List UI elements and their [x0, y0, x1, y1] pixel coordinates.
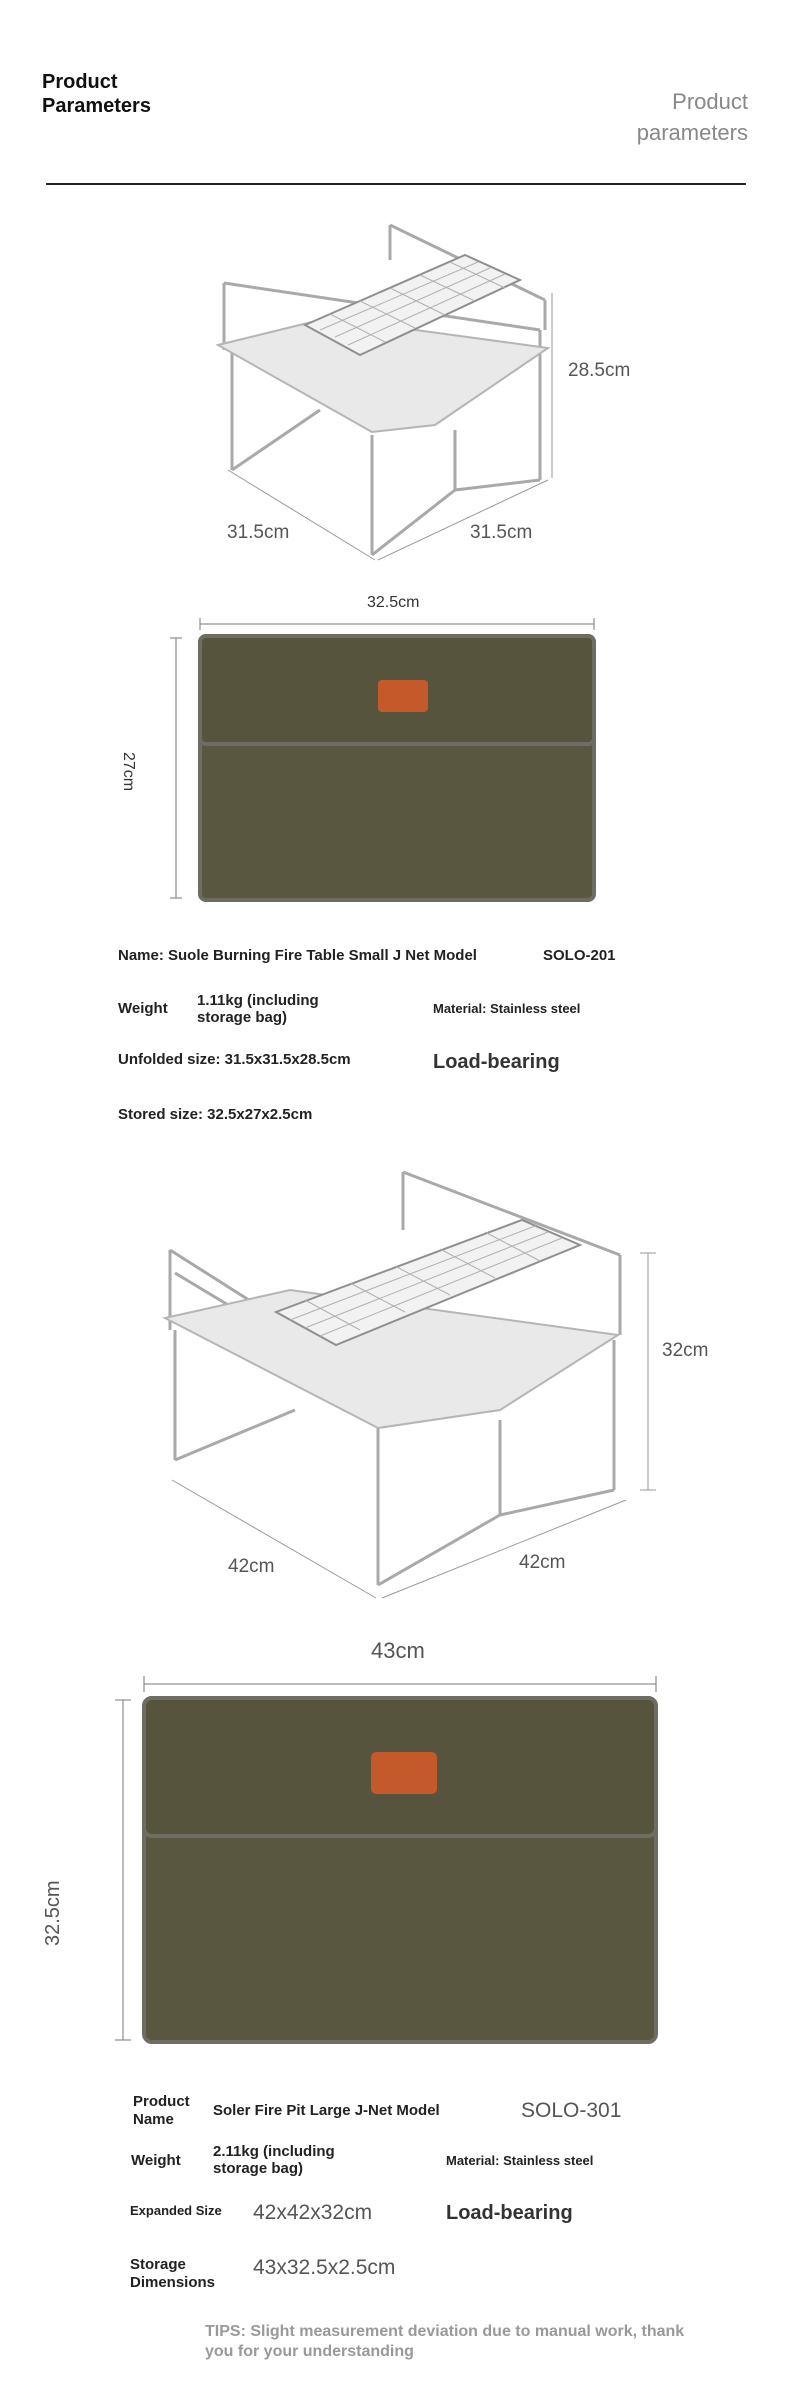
small-code: SOLO-201	[543, 947, 616, 964]
large-name-label-line2: Name	[133, 2111, 174, 2128]
small-weight-line1: 1.11kg (including	[197, 992, 319, 1009]
large-weight-line1: 2.11kg (including	[213, 2143, 335, 2160]
small-load-bearing: Load-bearing	[433, 1051, 560, 1073]
large-width-dim: 42cm	[519, 1552, 566, 1573]
small-bag-height-dim: 27cm	[120, 752, 137, 792]
large-height-dim: 32cm	[662, 1340, 709, 1361]
small-stored: Stored size: 32.5x27x2.5cm	[118, 1106, 313, 1123]
small-bag-width-dim: 32.5cm	[367, 594, 420, 611]
tips-note	[205, 2322, 684, 2362]
page-subtitle-line2: parameters	[636, 120, 748, 145]
small-weight-value	[197, 992, 319, 1026]
large-expanded-value: 42x42x32cm	[253, 2201, 373, 2224]
large-code: SOLO-301	[521, 2099, 622, 2122]
large-depth-dim: 42cm	[228, 1556, 275, 1577]
small-unfolded: Unfolded size: 31.5x31.5x28.5cm	[118, 1051, 351, 1068]
large-load-bearing: Load-bearing	[446, 2202, 573, 2224]
tips-line1: TIPS: Slight measurement deviation due to manual work, thank	[205, 2323, 685, 2340]
small-depth-dim: 31.5cm	[227, 522, 290, 543]
large-weight-label: Weight	[131, 2152, 181, 2169]
small-weight-line2: storage bag)	[197, 1009, 288, 1026]
large-storage-value: 43x32.5x2.5cm	[253, 2256, 396, 2279]
large-expanded-label: Expanded Size	[130, 2203, 222, 2218]
large-storage-label-line1: Storage	[130, 2256, 186, 2273]
large-name-label-line1: Product	[133, 2093, 190, 2110]
small-width-dim: 31.5cm	[470, 522, 533, 543]
large-weight-line2: storage bag)	[213, 2160, 304, 2177]
page-subtitle-line1: Product	[672, 89, 748, 114]
large-bag-height-dim: 32.5cm	[42, 1880, 64, 1946]
large-name-value: Soler Fire Pit Large J-Net Model	[213, 2102, 440, 2119]
large-storage-label	[130, 2256, 215, 2292]
large-weight-value	[213, 2143, 335, 2177]
small-material: Material: Stainless steel	[433, 1001, 581, 1016]
large-bag-width-dim: 43cm	[371, 1638, 425, 1663]
small-brand-patch	[378, 680, 428, 712]
page-title-line2: Parameters	[42, 95, 151, 117]
small-height-dim: 28.5cm	[568, 360, 631, 381]
page-title-line1: Product	[42, 71, 118, 93]
large-material: Material: Stainless steel	[446, 2153, 594, 2168]
small-weight-label: Weight	[118, 1000, 168, 1017]
large-brand-patch	[371, 1752, 437, 1794]
large-storage-label-line2: Dimensions	[130, 2274, 216, 2291]
small-name: Name: Suole Burning Fire Table Small J Net Model	[118, 947, 477, 964]
large-name-label	[133, 2093, 190, 2129]
tips-line2: you for your understanding	[205, 2343, 414, 2360]
